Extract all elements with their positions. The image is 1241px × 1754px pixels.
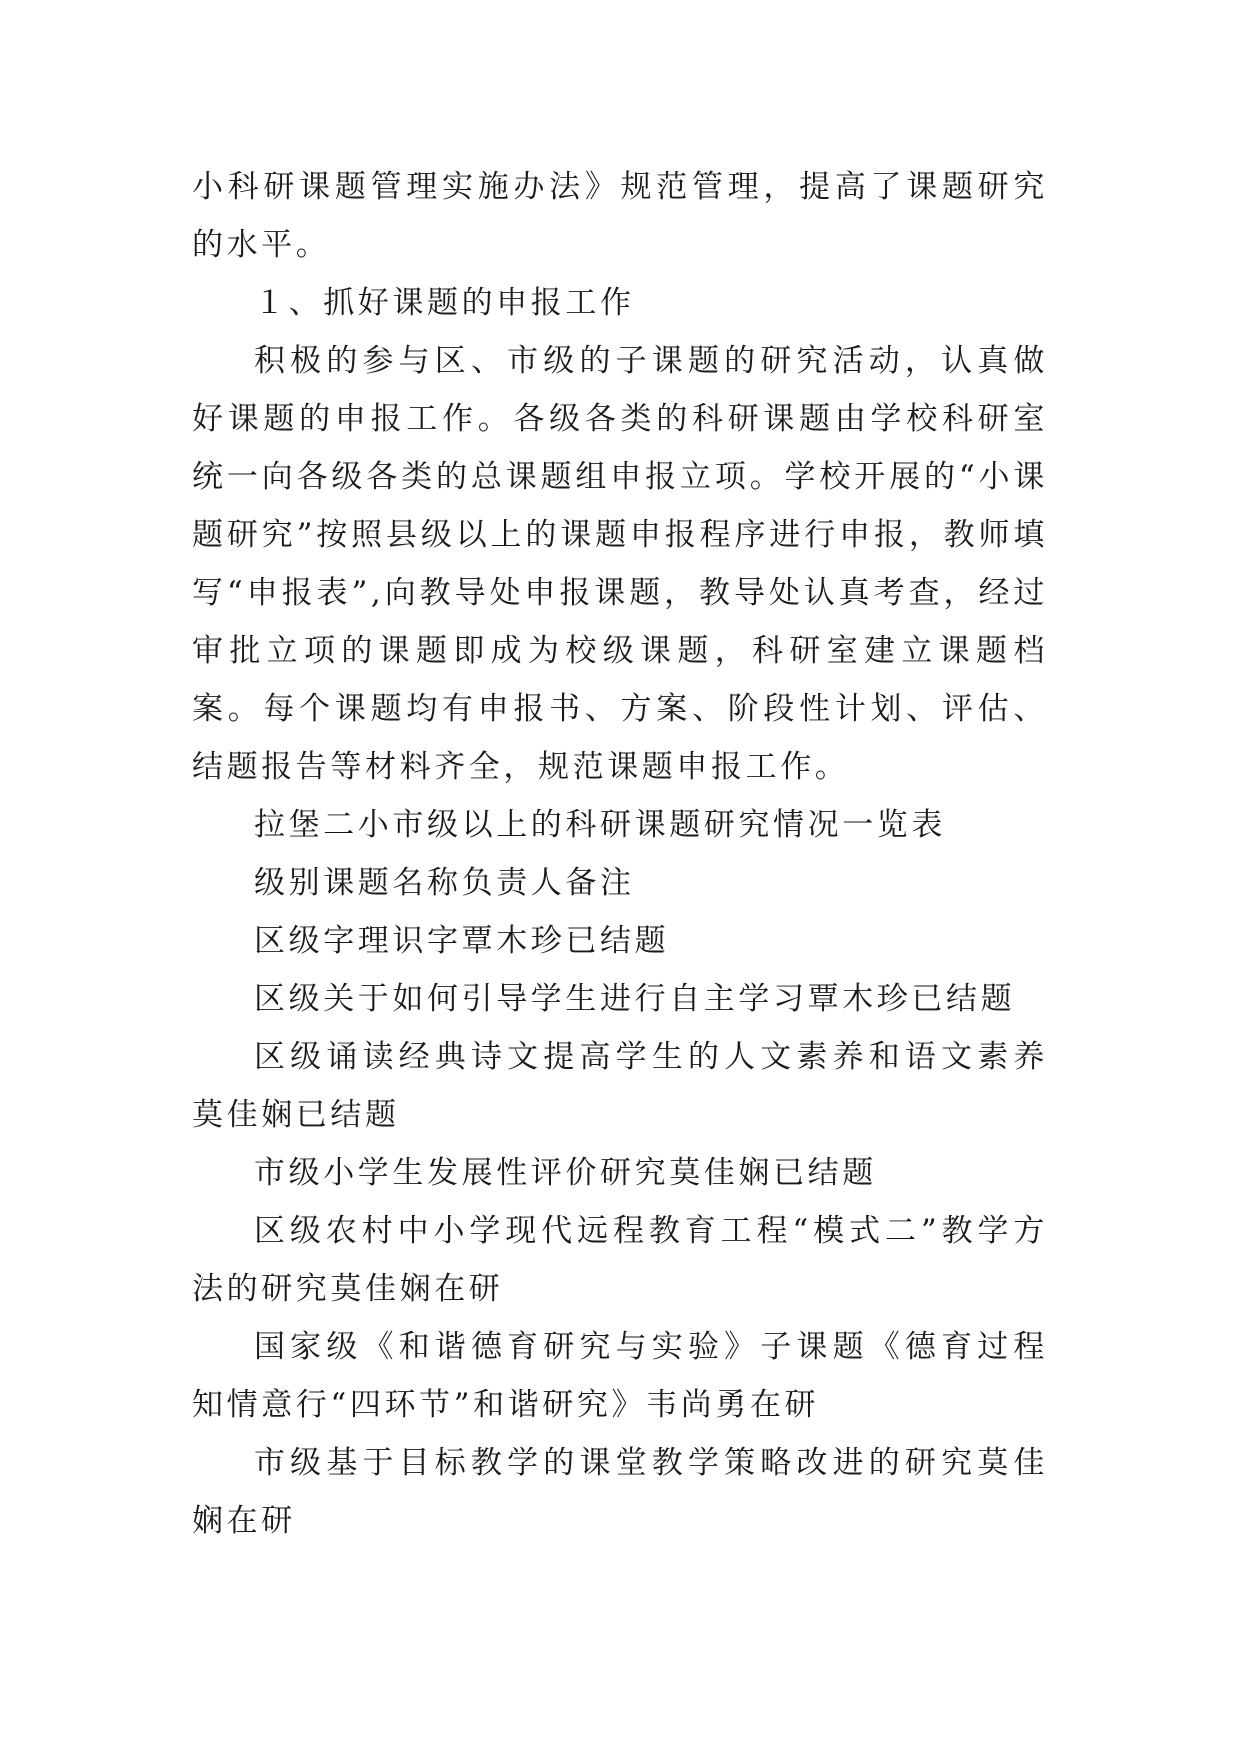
paragraph-continuation: 小科研课题管理实施办法》规范管理，提高了课题研究的水平。 (192, 169, 1048, 263)
document-body (192, 158, 1048, 1550)
table-row: 国家级《和谐德育研究与实验》子课题《德育过程知情意行“四环节”和谐研究》韦尚勇在研 (192, 1329, 1048, 1423)
table-row: 市级基于目标教学的课堂教学策略改进的研究莫佳娴在研 (192, 1445, 1048, 1539)
table-header-row: 级别课题名称负责人备注 (254, 865, 635, 901)
table-row: 区级农村中小学现代远程教育工程“模式二”教学方法的研究莫佳娴在研 (192, 1213, 1048, 1307)
table-title: 拉堡二小市级以上的科研课题研究情况一览表 (254, 807, 946, 843)
section-heading: １、抓好课题的申报工作 (254, 285, 635, 321)
table-row: 区级关于如何引导学生进行自主学习覃木珍已结题 (254, 981, 1016, 1017)
table-row: 区级诵读经典诗文提高学生的人文素养和语文素养莫佳娴已结题 (192, 1039, 1048, 1133)
paragraph-application: 积极的参与区、市级的子课题的研究活动，认真做好课题的申报工作。各级各类的科研课题由学校科研室统一向各级各类的总课题组申报立项。学校开展的“小课题研究”按照县级以上的课题申报程序进行申报，教师填写“申报表”,向教导处申报课题，教导处认真考查，经过审批立项的课题即成为校级课题，科研室建立课题档案。每个课题均有申报书、方案、阶段性计划、评估、结题报告等材料齐全，规范课题申报工作。 (192, 343, 1048, 785)
table-row: 市级小学生发展性评价研究莫佳娴已结题 (254, 1155, 877, 1191)
table-row: 区级字理识字覃木珍已结题 (254, 923, 670, 959)
